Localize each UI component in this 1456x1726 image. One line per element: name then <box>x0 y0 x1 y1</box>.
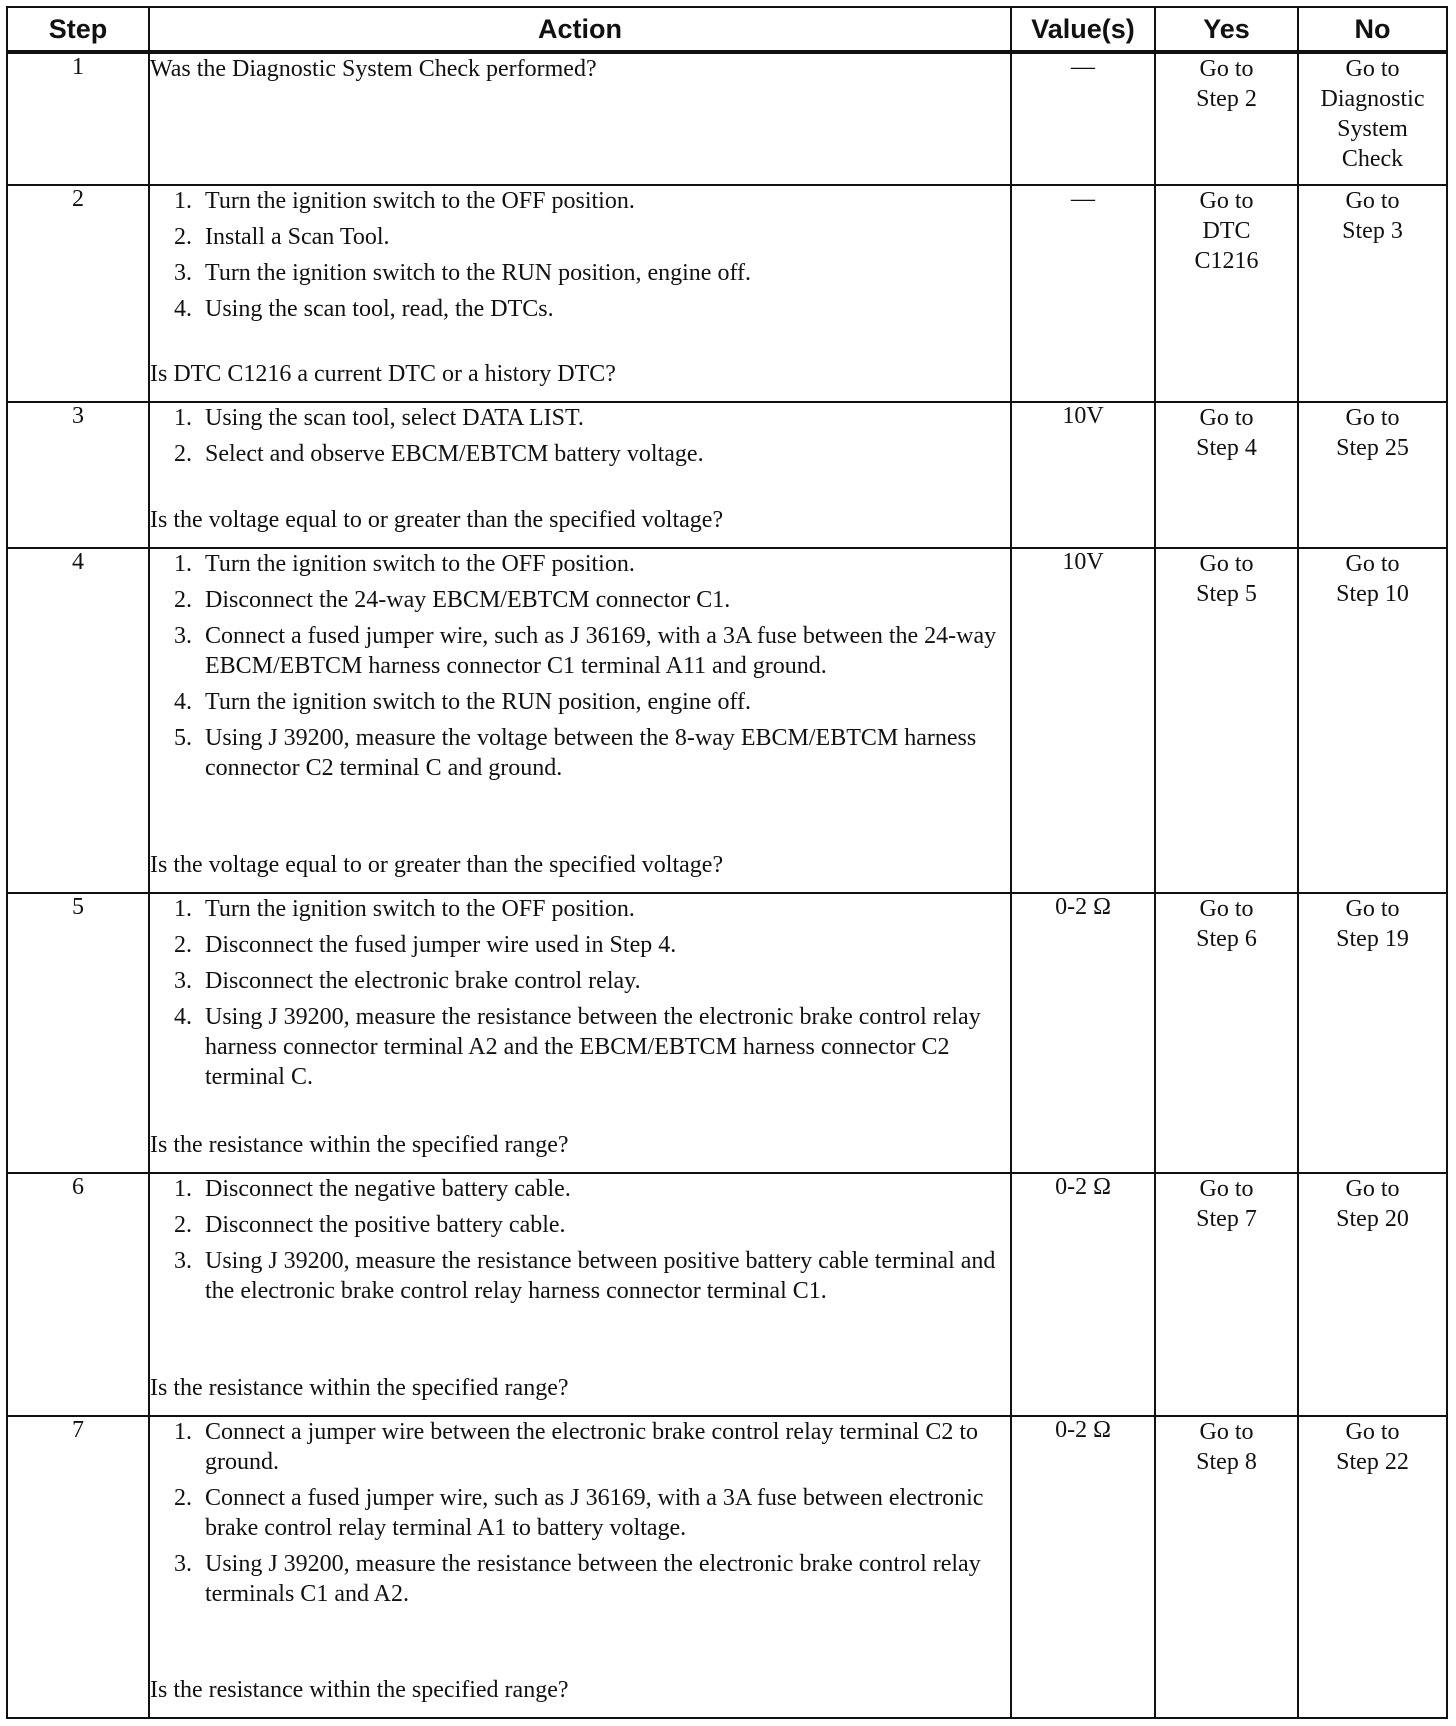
action-step-text: Turn the ignition switch to the OFF position. <box>205 896 635 922</box>
action-step-text: Using the scan tool, read, the DTCs. <box>205 296 554 322</box>
action-step-number: 1. <box>174 551 192 577</box>
action-steps <box>150 186 1010 324</box>
table-row <box>7 1173 1447 1416</box>
action-steps <box>150 403 1010 469</box>
table-row <box>7 1416 1447 1718</box>
action-step-text: Turn the ignition switch to the RUN position, engine off. <box>205 689 751 715</box>
action-step-number: 2. <box>174 1212 192 1238</box>
action-step-number: 4. <box>174 1004 192 1030</box>
action-step <box>150 1483 1010 1543</box>
action-step-text: Using J 39200, measure the resistance between the electronic brake control relay harness connector terminal A2 and the EBCM/EBTCM harness connector C2 terminal C. <box>205 1004 981 1090</box>
no-cell: Go to Step 20 <box>1298 1173 1447 1416</box>
yes-cell: Go to Step 8 <box>1155 1416 1298 1718</box>
value-cell: — <box>1011 185 1155 402</box>
table-body <box>7 52 1447 1718</box>
action-steps <box>150 894 1010 1092</box>
action-step-text: Disconnect the electronic brake control relay. <box>205 968 641 994</box>
table-row <box>7 893 1447 1173</box>
action-step-text: Disconnect the 24-way EBCM/EBTCM connector C1. <box>205 587 731 613</box>
action-step <box>150 687 1010 717</box>
action-step <box>150 186 1010 216</box>
action-cell <box>149 1173 1011 1416</box>
action-step <box>150 258 1010 288</box>
action-step-number: 2. <box>174 441 192 467</box>
header-value: Value(s) <box>1011 7 1155 52</box>
action-steps <box>150 1174 1010 1306</box>
header-yes: Yes <box>1155 7 1298 52</box>
value-cell: 0-2 Ω <box>1011 1173 1155 1416</box>
action-step-text: Turn the ignition switch to the RUN position, engine off. <box>205 260 751 286</box>
step-number: 6 <box>7 1173 149 1416</box>
action-step-text: Connect a fused jumper wire, such as J 36169, with a 3A fuse between electronic brake control relay terminal A1 to battery voltage. <box>205 1485 984 1541</box>
action-step-number: 3. <box>174 1551 192 1577</box>
action-step <box>150 1417 1010 1477</box>
step-number: 5 <box>7 893 149 1173</box>
action-step <box>150 930 1010 960</box>
action-step-text: Connect a fused jumper wire, such as J 36169, with a 3A fuse between the 24-way EBCM/EBTCM harness connector C1 terminal A11 and ground. <box>205 623 997 679</box>
action-step-number: 2. <box>174 932 192 958</box>
no-cell: Go to Step 3 <box>1298 185 1447 402</box>
document-page <box>6 6 1448 1719</box>
action-cell <box>149 893 1011 1173</box>
yes-cell: Go to Step 7 <box>1155 1173 1298 1416</box>
action-step-number: 1. <box>174 405 192 431</box>
action-step <box>150 1002 1010 1092</box>
action-step-text: Using J 39200, measure the voltage between the 8-way EBCM/EBTCM harness connector C2 terminal C and ground. <box>205 725 977 781</box>
action-step-text: Using the scan tool, select DATA LIST. <box>205 405 584 431</box>
action-step-number: 3. <box>174 1248 192 1274</box>
action-step <box>150 1549 1010 1609</box>
diagnostic-table <box>6 6 1448 1719</box>
action-step-text: Disconnect the fused jumper wire used in Step 4. <box>205 932 677 958</box>
action-step-text: Using J 39200, measure the resistance between positive battery cable terminal and the electronic brake control relay harness connector terminal C1. <box>205 1248 996 1304</box>
action-step <box>150 585 1010 615</box>
no-cell: Go to Step 25 <box>1298 402 1447 548</box>
yes-cell: Go to Step 5 <box>1155 548 1298 893</box>
step-number: 4 <box>7 548 149 893</box>
action-step <box>150 294 1010 324</box>
action-question: Is DTC C1216 a current DTC or a history DTC? <box>150 361 616 387</box>
value-cell: 10V <box>1011 548 1155 893</box>
action-step-number: 1. <box>174 1419 192 1445</box>
action-question: Is the resistance within the specified range? <box>150 1677 569 1703</box>
yes-cell: Go to Step 2 <box>1155 52 1298 185</box>
action-step-number: 3. <box>174 968 192 994</box>
step-number: 2 <box>7 185 149 402</box>
value-cell: 0-2 Ω <box>1011 893 1155 1173</box>
step-number: 3 <box>7 402 149 548</box>
header-step: Step <box>7 7 149 52</box>
action-cell <box>149 548 1011 893</box>
action-steps <box>150 1417 1010 1609</box>
action-step <box>150 621 1010 681</box>
action-step <box>150 966 1010 996</box>
no-cell: Go to Step 10 <box>1298 548 1447 893</box>
no-cell: Go to Step 22 <box>1298 1416 1447 1718</box>
action-step-text: Disconnect the positive battery cable. <box>205 1212 566 1238</box>
action-step-number: 2. <box>174 224 192 250</box>
action-step <box>150 894 1010 924</box>
action-step-number: 2. <box>174 1485 192 1511</box>
table-row <box>7 548 1447 893</box>
action-step-text: Select and observe EBCM/EBTCM battery voltage. <box>205 441 704 467</box>
action-step <box>150 439 1010 469</box>
action-step-number: 3. <box>174 260 192 286</box>
yes-cell: Go to DTC C1216 <box>1155 185 1298 402</box>
action-question: Is the resistance within the specified range? <box>150 1132 569 1158</box>
action-cell <box>149 52 1011 185</box>
action-step-number: 4. <box>174 296 192 322</box>
action-step <box>150 1246 1010 1306</box>
value-cell: 0-2 Ω <box>1011 1416 1155 1718</box>
action-step-number: 5. <box>174 725 192 751</box>
action-step-number: 4. <box>174 689 192 715</box>
action-step-text: Install a Scan Tool. <box>205 224 390 250</box>
header-action: Action <box>149 7 1011 52</box>
no-cell: Go to Step 19 <box>1298 893 1447 1173</box>
no-cell: Go to Diagnostic System Check <box>1298 52 1447 185</box>
action-question: Is the resistance within the specified range? <box>150 1375 569 1401</box>
action-step-number: 1. <box>174 188 192 214</box>
action-step-text: Turn the ignition switch to the OFF position. <box>205 551 635 577</box>
table-row <box>7 185 1447 402</box>
action-step <box>150 723 1010 783</box>
action-steps <box>150 549 1010 783</box>
action-step-text: Turn the ignition switch to the OFF position. <box>205 188 635 214</box>
action-question: Was the Diagnostic System Check performed? <box>150 56 597 82</box>
value-cell: — <box>1011 52 1155 185</box>
table-row <box>7 402 1447 548</box>
action-question: Is the voltage equal to or greater than the specified voltage? <box>150 852 724 878</box>
action-step <box>150 549 1010 579</box>
step-number: 1 <box>7 52 149 185</box>
yes-cell: Go to Step 6 <box>1155 893 1298 1173</box>
action-cell <box>149 1416 1011 1718</box>
header-row <box>7 7 1447 52</box>
action-step <box>150 1210 1010 1240</box>
action-step <box>150 222 1010 252</box>
action-step-number: 2. <box>174 587 192 613</box>
action-step-text: Disconnect the negative battery cable. <box>205 1176 571 1202</box>
action-cell <box>149 402 1011 548</box>
action-step-number: 1. <box>174 1176 192 1202</box>
action-step-number: 1. <box>174 896 192 922</box>
action-step-text: Using J 39200, measure the resistance between the electronic brake control relay terminals C1 and A2. <box>205 1551 981 1607</box>
action-step <box>150 403 1010 433</box>
header-no: No <box>1298 7 1447 52</box>
value-cell: 10V <box>1011 402 1155 548</box>
action-step <box>150 1174 1010 1204</box>
action-cell <box>149 185 1011 402</box>
action-step-text: Connect a jumper wire between the electronic brake control relay terminal C2 to ground. <box>205 1419 979 1475</box>
action-step-number: 3. <box>174 623 192 649</box>
action-question: Is the voltage equal to or greater than the specified voltage? <box>150 507 724 533</box>
table-row <box>7 52 1447 185</box>
step-number: 7 <box>7 1416 149 1718</box>
yes-cell: Go to Step 4 <box>1155 402 1298 548</box>
